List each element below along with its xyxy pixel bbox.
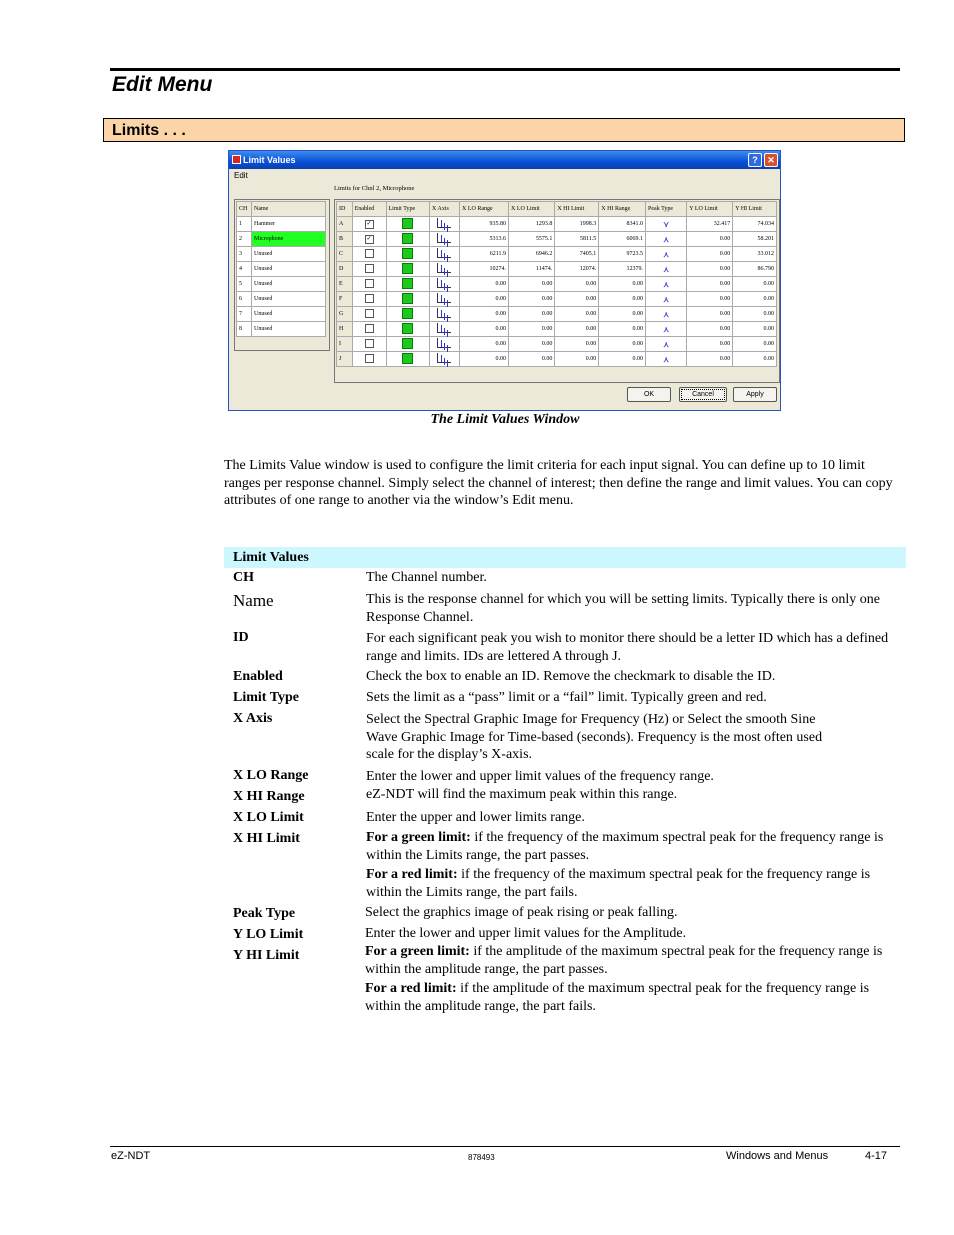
limit-value[interactable]: 5575.1 (509, 232, 555, 247)
limit-value[interactable]: 32.417 (687, 217, 733, 232)
channel-name: Microphone (252, 232, 326, 247)
spectrum-icon[interactable] (437, 353, 451, 363)
spectrum-icon[interactable] (437, 263, 451, 273)
term-x-lo-limit: X LO Limit (233, 810, 304, 825)
limit-value[interactable]: 0.00 (555, 277, 599, 292)
limit-id: E (337, 277, 353, 292)
x-axis-cell (429, 337, 459, 352)
limit-value[interactable]: 0.00 (733, 277, 777, 292)
x-axis-cell (429, 232, 459, 247)
term-x-lo-range: X LO Range (233, 768, 309, 783)
term-y-hi-limit: Y HI Limit (233, 948, 300, 963)
peak-type-cell (646, 262, 687, 277)
limit-value[interactable]: 0.00 (460, 337, 509, 352)
enabled-checkbox[interactable] (365, 294, 374, 303)
x-axis-cell (429, 277, 459, 292)
limit-value[interactable]: 0.00 (555, 337, 599, 352)
channel-number: 2 (237, 232, 252, 247)
limit-value[interactable]: 1998.3 (555, 217, 599, 232)
limit-type-swatch[interactable] (402, 263, 413, 274)
limit-id: C (337, 247, 353, 262)
limit-type-swatch[interactable] (402, 248, 413, 259)
limit-row[interactable] (337, 352, 777, 367)
channel-row[interactable] (237, 232, 326, 247)
limit-value[interactable]: 0.00 (687, 262, 733, 277)
limit-type-swatch[interactable] (402, 353, 413, 364)
limit-value[interactable]: 0.00 (555, 292, 599, 307)
limit-value[interactable]: 9723.5 (599, 247, 646, 262)
x-axis-cell (429, 247, 459, 262)
enabled-checkbox[interactable] (365, 324, 374, 333)
desc-x-hi-range: eZ-NDT will find the maximum peak within this range. (366, 787, 678, 802)
limit-value[interactable]: 0.00 (460, 292, 509, 307)
limit-id: B (337, 232, 353, 247)
limit-value[interactable]: 0.00 (599, 277, 646, 292)
limit-value[interactable]: 0.00 (687, 352, 733, 367)
limit-value[interactable]: 0.00 (687, 277, 733, 292)
limit-row[interactable] (337, 307, 777, 322)
x-axis-cell (429, 322, 459, 337)
channel-name: Unused (252, 247, 326, 262)
limit-row[interactable] (337, 247, 777, 262)
peak-rising-icon[interactable]: ⋏ (663, 324, 670, 334)
channel-name: Unused (252, 277, 326, 292)
limit-value[interactable]: 12074. (555, 262, 599, 277)
limit-row[interactable] (337, 262, 777, 277)
limit-id: A (337, 217, 353, 232)
limit-value[interactable]: 935.80 (460, 217, 509, 232)
peak-rising-icon[interactable]: ⋏ (663, 309, 670, 319)
limit-type-swatch[interactable] (402, 278, 413, 289)
limit-value[interactable]: 0.00 (509, 277, 555, 292)
spectrum-icon[interactable] (437, 218, 451, 228)
green-amp-text: if the amplitude of the maximum spectral peak for the frequency range is within the amplitude range, the part passes. (365, 944, 883, 977)
limit-value[interactable]: 0.00 (509, 322, 555, 337)
footer-product: eZ-NDT (111, 1150, 151, 1162)
limit-type-swatch[interactable] (402, 338, 413, 349)
peak-type-cell (646, 247, 687, 262)
x-axis-cell (429, 217, 459, 232)
limit-row[interactable] (337, 232, 777, 247)
limit-value[interactable]: 10274. (460, 262, 509, 277)
limit-value[interactable]: 0.00 (733, 337, 777, 352)
ok-button[interactable]: OK (627, 387, 671, 402)
limit-id: J (337, 352, 353, 367)
limit-id: G (337, 307, 353, 322)
enabled-checkbox[interactable] (365, 354, 374, 363)
term-enabled: Enabled (233, 669, 283, 684)
close-icon[interactable]: ✕ (764, 153, 778, 167)
limit-value[interactable]: 0.00 (687, 307, 733, 322)
desc-limit-type: Sets the limit as a “pass” limit or a “fail” limit. Typically green and red. (366, 690, 767, 705)
limit-value[interactable]: 8341.0 (599, 217, 646, 232)
limit-type-cell (386, 232, 429, 247)
channel-number: 4 (237, 262, 252, 277)
spectrum-icon[interactable] (437, 278, 451, 288)
limit-value[interactable]: 0.00 (687, 337, 733, 352)
app-icon (232, 155, 241, 164)
enabled-checkbox[interactable]: ✓ (366, 220, 372, 227)
limit-value[interactable]: 0.00 (555, 352, 599, 367)
limits-col-header: Peak Type (646, 202, 687, 217)
limit-type-cell (386, 277, 429, 292)
limit-value[interactable]: 0.00 (599, 322, 646, 337)
limit-value[interactable]: 0.00 (460, 307, 509, 322)
limit-value[interactable]: 33.012 (733, 247, 777, 262)
channel-row[interactable] (237, 292, 326, 307)
channel-name: Unused (252, 322, 326, 337)
limit-value[interactable]: 12379. (599, 262, 646, 277)
peak-type-cell (646, 307, 687, 322)
channel-row[interactable] (237, 247, 326, 262)
definitions (224, 547, 906, 1014)
limits-table (336, 201, 777, 367)
channel-number: 7 (237, 307, 252, 322)
limit-type-cell (386, 217, 429, 232)
limit-value[interactable]: 0.00 (599, 307, 646, 322)
limit-value[interactable]: 7405.1 (555, 247, 599, 262)
peak-rising-icon[interactable]: ⋏ (663, 279, 670, 289)
channel-number: 8 (237, 322, 252, 337)
limit-row[interactable] (337, 277, 777, 292)
limit-type-swatch[interactable] (402, 293, 413, 304)
peak-rising-icon[interactable]: ⋏ (663, 264, 670, 274)
limit-type-cell (386, 352, 429, 367)
limit-type-cell (386, 262, 429, 277)
x-axis-cell (429, 292, 459, 307)
limit-id: F (337, 292, 353, 307)
enabled-cell (352, 352, 386, 367)
desc-y-hi-limit (365, 943, 905, 1015)
enabled-checkbox[interactable] (365, 264, 374, 273)
limit-value[interactable]: 86.790 (733, 262, 777, 277)
limit-value[interactable]: 0.00 (687, 292, 733, 307)
enabled-checkbox[interactable] (365, 279, 374, 288)
limit-value[interactable]: 0.00 (733, 352, 777, 367)
desc-ch: The Channel number. (366, 570, 487, 585)
peak-type-cell (646, 322, 687, 337)
limits-col-header: Y HI Limit (733, 202, 777, 217)
enabled-checkbox[interactable] (365, 339, 374, 348)
term-y-lo-limit: Y LO Limit (233, 927, 304, 942)
limit-value[interactable]: 0.00 (733, 292, 777, 307)
term-peak-type: Peak Type (233, 906, 296, 921)
limit-value[interactable]: 0.00 (733, 307, 777, 322)
desc-x-hi-limit (366, 829, 906, 901)
enabled-cell (352, 307, 386, 322)
col-ch: CH (237, 202, 252, 217)
limit-values-dialog (228, 150, 781, 411)
limit-row[interactable] (337, 292, 777, 307)
channel-name: Hammer (252, 217, 326, 232)
enabled-cell (352, 247, 386, 262)
limit-value[interactable]: 0.00 (460, 322, 509, 337)
limit-value[interactable]: 74.034 (733, 217, 777, 232)
footer-chapter: Windows and Menus (726, 1150, 829, 1162)
term-limit-type: Limit Type (233, 690, 299, 705)
peak-rising-icon[interactable]: ⋏ (663, 339, 670, 349)
red-amp-label: For a red limit: (365, 981, 457, 996)
red-limit-text: if the frequency of the maximum spectral peak for the frequency range is within the Limits range, the part fails. (366, 867, 871, 900)
limit-value[interactable]: 1293.8 (509, 217, 555, 232)
limit-type-cell (386, 307, 429, 322)
limit-value[interactable]: 0.00 (599, 352, 646, 367)
limit-value[interactable]: 11474. (509, 262, 555, 277)
limits-col-header: X Axis (429, 202, 459, 217)
term-x-hi-limit: X HI Limit (233, 831, 300, 846)
dialog-title: Limit Values (243, 155, 296, 165)
enabled-checkbox[interactable]: ✓ (366, 235, 372, 242)
cancel-button[interactable]: Cancel (679, 387, 727, 402)
x-axis-cell (429, 307, 459, 322)
enabled-cell (352, 322, 386, 337)
green-limit-label: For a green limit: (366, 830, 471, 845)
channel-row[interactable] (237, 262, 326, 277)
enabled-checkbox[interactable] (365, 249, 374, 258)
peak-type-cell (646, 292, 687, 307)
col-name: Name (252, 202, 326, 217)
limit-value[interactable]: 0.00 (687, 322, 733, 337)
x-axis-cell (429, 352, 459, 367)
peak-type-cell (646, 277, 687, 292)
limit-row[interactable] (337, 322, 777, 337)
limit-id: D (337, 262, 353, 277)
red-limit-label: For a red limit: (366, 867, 458, 882)
limits-col-header: Limit Type (386, 202, 429, 217)
channel-number: 6 (237, 292, 252, 307)
limit-row[interactable] (337, 217, 777, 232)
limit-value[interactable]: 0.00 (687, 247, 733, 262)
spectrum-icon[interactable] (437, 308, 451, 318)
peak-rising-icon[interactable]: ⋏ (663, 234, 670, 244)
spectrum-icon[interactable] (437, 248, 451, 258)
limit-value[interactable]: 0.00 (687, 232, 733, 247)
limit-value[interactable]: 0.00 (460, 352, 509, 367)
definitions-heading: Limit Values (224, 547, 906, 568)
channel-table (236, 201, 326, 337)
limit-value[interactable]: 0.00 (555, 322, 599, 337)
limit-value[interactable]: 6946.2 (509, 247, 555, 262)
desc-name: This is the response channel for which you will be setting limits. Typically there is only one Response Channel. (366, 592, 880, 625)
desc-enabled: Check the box to enable an ID. Remove the checkmark to disable the ID. (366, 669, 776, 684)
desc-x-axis: Select the Spectral Graphic Image for Frequency (Hz) or Select the smooth Sine Wave Graphic Image for Time-based (seconds). Frequency is the most often used scale for the display’s X-axis. (366, 712, 823, 762)
limits-col-header: Enabled (352, 202, 386, 217)
channel-name: Unused (252, 307, 326, 322)
x-axis-cell (429, 262, 459, 277)
limits-col-header: ID (337, 202, 353, 217)
limits-col-header: X LO Range (460, 202, 509, 217)
limit-type-swatch[interactable] (402, 233, 413, 244)
enabled-cell (352, 232, 386, 247)
term-ch: CH (233, 570, 254, 585)
limits-col-header: Y LO Limit (687, 202, 733, 217)
spectrum-icon[interactable] (437, 338, 451, 348)
channel-row[interactable] (237, 217, 326, 232)
peak-type-cell (646, 217, 687, 232)
peak-rising-icon[interactable]: ⋏ (663, 294, 670, 304)
limit-type-cell (386, 292, 429, 307)
channel-name: Unused (252, 292, 326, 307)
spectrum-icon[interactable] (437, 233, 451, 243)
limits-col-header: X HI Limit (555, 202, 599, 217)
limit-type-swatch[interactable] (402, 323, 413, 334)
limit-type-cell (386, 337, 429, 352)
desc-x-lo-limit: Enter the upper and lower limits range. (366, 810, 585, 825)
channel-number: 5 (237, 277, 252, 292)
peak-type-cell (646, 352, 687, 367)
dialog-titlebar (229, 151, 780, 169)
limit-value[interactable]: 0.00 (733, 322, 777, 337)
limit-type-cell (386, 322, 429, 337)
limit-value[interactable]: 6069.1 (599, 232, 646, 247)
enabled-checkbox[interactable] (365, 309, 374, 318)
limit-row[interactable] (337, 337, 777, 352)
desc-x-lo-range: Enter the lower and upper limit values of the frequency range. (366, 769, 714, 784)
limit-type-swatch[interactable] (402, 308, 413, 319)
term-name: Name (233, 591, 274, 610)
enabled-cell (352, 337, 386, 352)
section-heading: Limits . . . (103, 118, 905, 142)
green-limit-text: if the frequency of the maximum spectral peak for the frequency range is within the Limits range, the part passes. (366, 830, 884, 863)
peak-type-cell (646, 232, 687, 247)
channel-row[interactable] (237, 307, 326, 322)
spectrum-icon[interactable] (437, 293, 451, 303)
spectrum-icon[interactable] (437, 323, 451, 333)
desc-id: For each significant peak you wish to monitor there should be a letter ID which has a defined range and limits. IDs are lettered A through J. (366, 631, 889, 664)
peak-rising-icon[interactable]: ⋏ (663, 249, 670, 259)
header-rule (110, 68, 900, 71)
limits-grid (334, 199, 780, 383)
enabled-cell (352, 217, 386, 232)
limits-caption: Limits for Chnl 2, Microphone (334, 185, 415, 192)
menu-edit[interactable]: Edit (234, 171, 248, 180)
limit-value[interactable]: 0.00 (460, 277, 509, 292)
limit-value[interactable]: 0.00 (509, 352, 555, 367)
footer-docnum: 878493 (468, 1153, 495, 1162)
channel-name: Unused (252, 262, 326, 277)
limits-col-header: X HI Range (599, 202, 646, 217)
term-x-axis: X Axis (233, 711, 273, 726)
desc-y-lo-limit: Enter the lower and upper limit values for the Amplitude. (365, 926, 687, 941)
limit-value[interactable]: 5313.6 (460, 232, 509, 247)
green-amp-label: For a green limit: (365, 944, 470, 959)
channel-grid (234, 199, 330, 351)
limit-value[interactable]: 0.00 (509, 292, 555, 307)
limit-type-swatch[interactable] (402, 218, 413, 229)
peak-falling-icon[interactable]: ⋎ (663, 219, 670, 229)
peak-rising-icon[interactable]: ⋏ (663, 354, 670, 364)
limit-value[interactable]: 58.201 (733, 232, 777, 247)
apply-button[interactable]: Apply (733, 387, 777, 402)
red-amp-text: if the amplitude of the maximum spectral peak for the frequency range is within the amplitude range, the part fails. (365, 981, 870, 1014)
limit-value[interactable]: 5811.5 (555, 232, 599, 247)
desc-peak-type: Select the graphics image of peak rising or peak falling. (365, 905, 678, 920)
footer-rule (110, 1146, 900, 1147)
limits-col-header: X LO Limit (509, 202, 555, 217)
enabled-cell (352, 277, 386, 292)
limit-value[interactable]: 6211.9 (460, 247, 509, 262)
page-title: Edit Menu (112, 73, 213, 96)
footer-page: 4-17 (865, 1150, 888, 1162)
peak-type-cell (646, 337, 687, 352)
enabled-cell (352, 262, 386, 277)
term-id: ID (233, 630, 249, 645)
figure-caption: The Limit Values Window (430, 412, 580, 427)
limit-type-cell (386, 247, 429, 262)
channel-number: 1 (237, 217, 252, 232)
limit-value[interactable]: 0.00 (555, 307, 599, 322)
limit-id: I (337, 337, 353, 352)
limit-value[interactable]: 0.00 (599, 292, 646, 307)
limit-id: H (337, 322, 353, 337)
enabled-cell (352, 292, 386, 307)
channel-row[interactable] (237, 322, 326, 337)
limit-value[interactable]: 0.00 (509, 337, 555, 352)
limit-value[interactable]: 0.00 (599, 337, 646, 352)
channel-row[interactable] (237, 277, 326, 292)
intro-paragraph: The Limits Value window is used to configure the limit criteria for each input signal. You can define up to 10 limit ranges per response channel. Simply select the channel of interest; then define the range and limit values. You can copy attributes of one range to another via the window’s Edit menu. (224, 458, 893, 508)
limit-value[interactable]: 0.00 (509, 307, 555, 322)
help-icon[interactable]: ? (748, 153, 762, 167)
channel-number: 3 (237, 247, 252, 262)
term-x-hi-range: X HI Range (233, 789, 305, 804)
